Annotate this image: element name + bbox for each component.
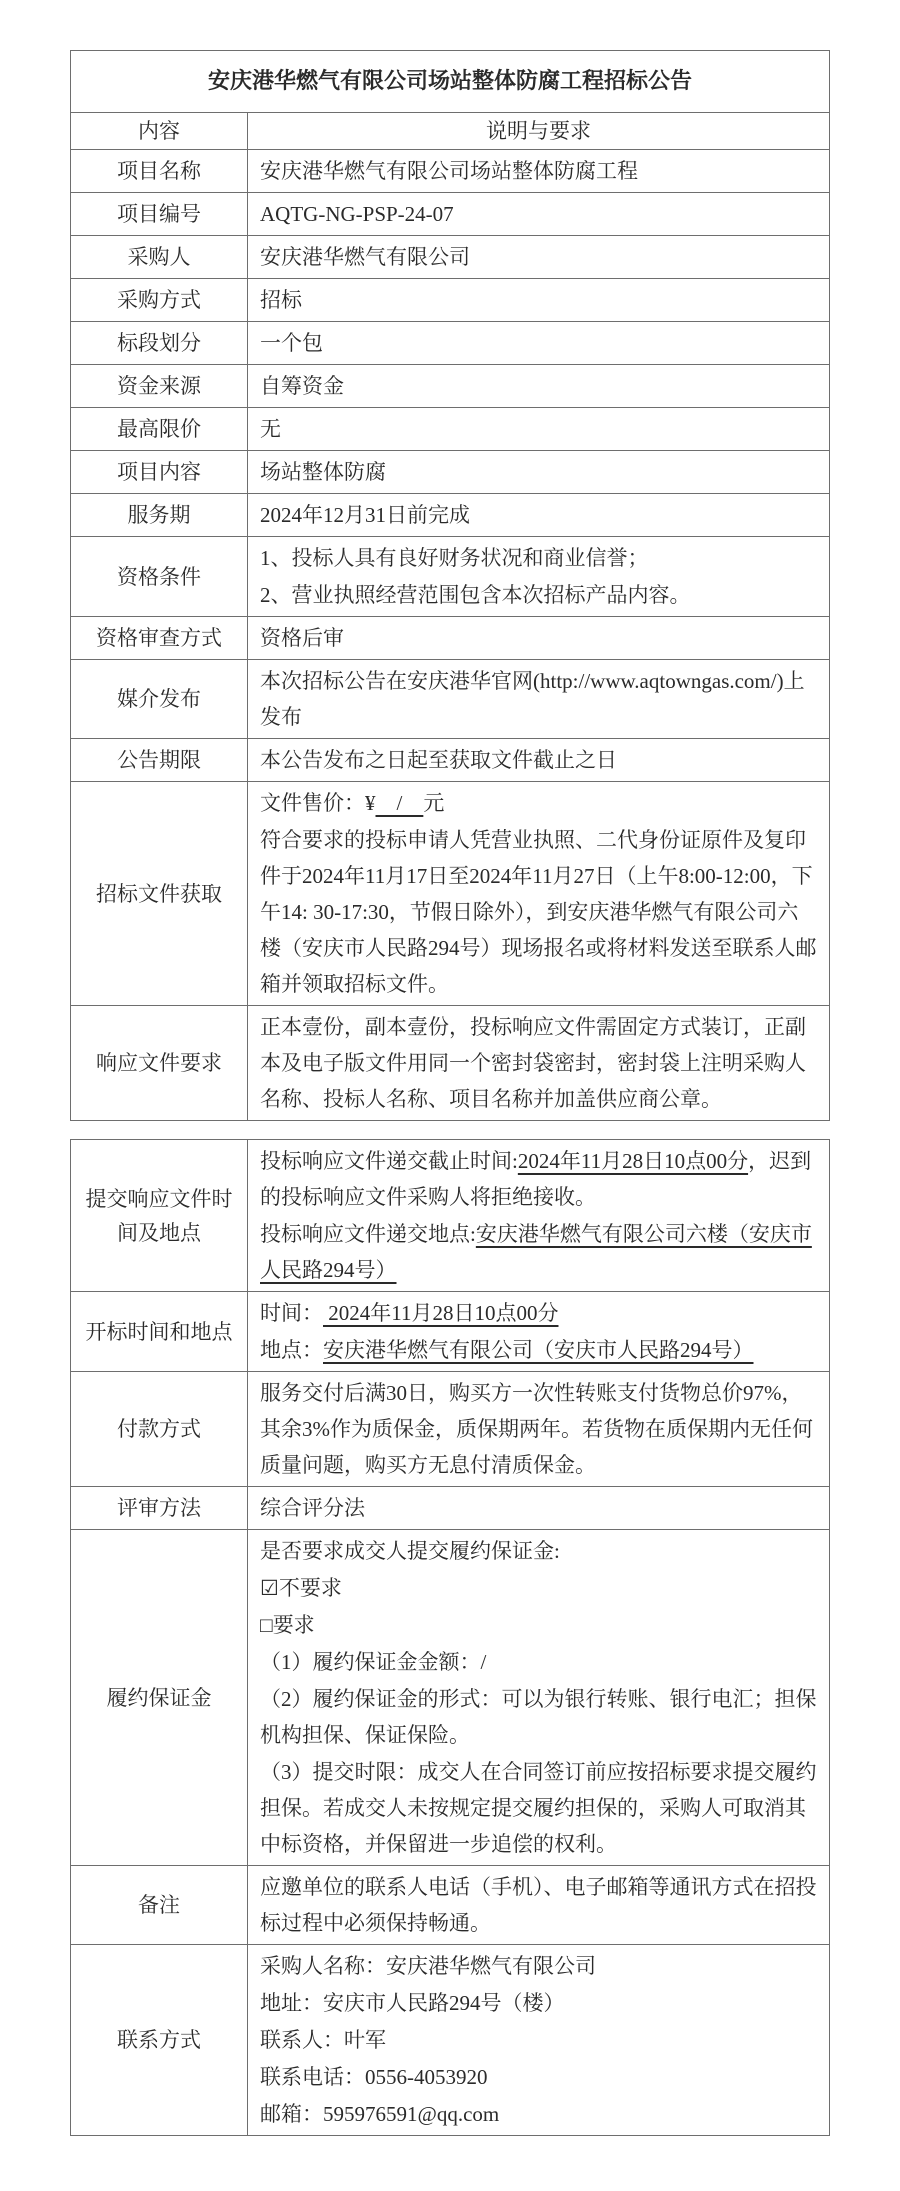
checkbox-checked-icon: ☑ [260, 1576, 279, 1600]
text-segment: 联系电话：0556-4053920 [260, 2065, 488, 2089]
row-content [248, 365, 830, 408]
row-content [248, 236, 830, 279]
paragraph [260, 620, 819, 656]
row-label: 联系方式 [71, 1945, 248, 2136]
text-segment: 资格后审 [260, 626, 344, 650]
text-segment: 2024年11月28日10点00分 [517, 1149, 749, 1173]
row-content [248, 193, 830, 236]
paragraph [260, 785, 819, 821]
row-label: 项目内容 [71, 451, 248, 494]
row-content [248, 1945, 830, 2136]
text-segment: 时间： [260, 1301, 323, 1325]
paragraph [260, 1681, 819, 1753]
column-header: 内容 [71, 113, 248, 150]
row-content [248, 408, 830, 451]
row-content [248, 660, 830, 739]
table-row [71, 322, 830, 365]
table-row [71, 782, 830, 1006]
table-row [71, 1006, 830, 1121]
row-label: 响应文件要求 [71, 1006, 248, 1121]
text-segment: 服务交付后满30日，购买方一次性转账支付货物总价97%，其余3%作为质保金，质保期两年。若货物在质保期内无任何质量问题，购买方无息付清质保金。 [260, 1381, 813, 1477]
paragraph [260, 411, 819, 447]
text-segment: 招标 [260, 288, 302, 312]
row-label: 付款方式 [71, 1372, 248, 1487]
text-segment: 自筹资金 [260, 374, 344, 398]
row-content [248, 739, 830, 782]
text-segment: 符合要求的投标申请人凭营业执照、二代身份证原件及复印件于2024年11月17日至2024年11月27日（上午8:00-12:00，下午14: 30-17:30，节假日除外），到安庆港华燃气有限公司六楼（安庆市人民路294号）现场报名或将材料发送至联系人邮箱并领取招标文件。 [260, 828, 817, 996]
tender-notice-table-continued [70, 1139, 830, 2136]
table-row [71, 193, 830, 236]
row-label: 最高限价 [71, 408, 248, 451]
row-label: 项目编号 [71, 193, 248, 236]
table-row [71, 660, 830, 739]
text-segment: 是否要求成交人提交履约保证金: [260, 1539, 560, 1563]
table-body [71, 1140, 830, 2136]
row-label: 采购人 [71, 236, 248, 279]
row-content [248, 150, 830, 193]
row-content [248, 1292, 830, 1372]
paragraph [260, 1644, 819, 1680]
row-label: 开标时间和地点 [71, 1292, 248, 1372]
text-segment: 应邀单位的联系人电话（手机）、电子邮箱等通讯方式在招投标过程中必须保持畅通。 [260, 1875, 817, 1935]
table-row [71, 1866, 830, 1945]
paragraph [260, 822, 819, 1002]
row-label: 媒介发布 [71, 660, 248, 739]
text-segment: 投标响应文件递交截止时间: [260, 1149, 518, 1173]
paragraph [260, 368, 819, 404]
text-segment: 投标响应文件递交地点: [260, 1222, 476, 1246]
row-content [248, 537, 830, 617]
text-segment: 综合评分法 [260, 1496, 365, 1520]
row-label: 资金来源 [71, 365, 248, 408]
row-content [248, 1530, 830, 1866]
paragraph [260, 2022, 819, 2058]
row-label: 履约保证金 [71, 1530, 248, 1866]
paragraph [260, 153, 819, 189]
table-row [71, 537, 830, 617]
paragraph [260, 196, 819, 232]
row-content [248, 322, 830, 365]
table-row [71, 1372, 830, 1487]
text-segment: 安庆港华燃气有限公司 [260, 245, 470, 269]
paragraph [260, 1490, 819, 1526]
paragraph [260, 497, 819, 533]
text-segment: 不要求 [278, 1576, 342, 1600]
tender-notice-table [70, 50, 830, 1121]
row-label: 提交响应文件时间及地点 [71, 1140, 248, 1292]
text-segment: 安庆港华燃气有限公司（安庆市人民路294号） [323, 1338, 754, 1362]
paragraph [260, 282, 819, 318]
text-segment: （1）履约保证金金额：/ [260, 1650, 487, 1674]
title-row [71, 51, 830, 113]
row-label: 资格审查方式 [71, 617, 248, 660]
paragraph [260, 540, 819, 576]
paragraph [260, 663, 819, 735]
text-segment: 要求 [272, 1613, 315, 1637]
paragraph [260, 1533, 819, 1569]
table-row [71, 365, 830, 408]
text-segment: 正本壹份，副本壹份，投标响应文件需固定方式装订，正副本及电子版文件用同一个密封袋密封，密封袋上注明采购人名称、投标人名称、项目名称并加盖供应商公章。 [260, 1015, 806, 1111]
row-label: 资格条件 [71, 537, 248, 617]
row-content [248, 782, 830, 1006]
row-label: 项目名称 [71, 150, 248, 193]
row-content [248, 451, 830, 494]
text-segment: 场站整体防腐 [260, 460, 386, 484]
table-row [71, 617, 830, 660]
text-segment: ，迟到的投标响应文件采购人将拒绝接收。 [260, 1149, 812, 1209]
text-segment: AQTG-NG-PSP-24-07 [260, 202, 454, 226]
table-row [71, 1530, 830, 1866]
table-row [71, 1945, 830, 2136]
table-row [71, 1292, 830, 1372]
paragraph [260, 1332, 819, 1368]
text-segment: / [375, 791, 424, 815]
table-row [71, 451, 830, 494]
text-segment: 安庆港华燃气有限公司六楼（安庆市人民路294号） [260, 1222, 812, 1282]
paragraph [260, 2059, 819, 2095]
header-row [71, 113, 830, 150]
row-label: 备注 [71, 1866, 248, 1945]
row-label: 评审方法 [71, 1487, 248, 1530]
row-content [248, 1140, 830, 1292]
row-label: 标段划分 [71, 322, 248, 365]
text-segment: 邮箱：595976591@qq.com [260, 2102, 500, 2126]
table-row [71, 1487, 830, 1530]
row-content [248, 1487, 830, 1530]
row-label: 采购方式 [71, 279, 248, 322]
text-segment: 本公告发布之日起至获取文件截止之日 [260, 748, 617, 772]
paragraph [260, 1570, 819, 1606]
page-title: 安庆港华燃气有限公司场站整体防腐工程招标公告 [71, 51, 830, 113]
table-row [71, 150, 830, 193]
text-segment: 采购人名称：安庆港华燃气有限公司 [260, 1954, 596, 1978]
text-segment: 地点： [260, 1338, 323, 1362]
paragraph [260, 1985, 819, 2021]
paragraph [260, 325, 819, 361]
row-label: 服务期 [71, 494, 248, 537]
paragraph [260, 1375, 819, 1483]
paragraph [260, 454, 819, 490]
row-label: 公告期限 [71, 739, 248, 782]
paragraph [260, 577, 819, 613]
text-segment: 本次招标公告在安庆港华官网(http://www.aqtowngas.com/)上发布 [260, 669, 805, 729]
text-segment: 地址：安庆市人民路294号（楼） [260, 1991, 565, 2015]
paragraph [260, 1143, 819, 1215]
text-segment: 2、营业执照经营范围包含本次招标产品内容。 [260, 583, 691, 607]
paragraph [260, 239, 819, 275]
text-segment: 2024年11月28日10点00分 [323, 1301, 559, 1325]
paragraph [260, 2096, 819, 2132]
row-content [248, 279, 830, 322]
table-row [71, 739, 830, 782]
text-segment: 一个包 [260, 331, 323, 355]
text-segment: （3）提交时限：成交人在合同签订前应按招标要求提交履约担保。若成交人未按规定提交履约担保的，采购人可取消其中标资格，并保留进一步追偿的权利。 [260, 1760, 817, 1856]
text-segment: 文件售价：¥ [260, 791, 376, 815]
row-content [248, 617, 830, 660]
text-segment: 2024年12月31日前完成 [260, 503, 470, 527]
column-header: 说明与要求 [248, 113, 830, 150]
text-segment: 安庆港华燃气有限公司场站整体防腐工程 [260, 159, 638, 183]
text-segment: （2）履约保证金的形式：可以为银行转账、银行电汇；担保机构担保、保证保险。 [260, 1687, 817, 1747]
table-row [71, 279, 830, 322]
paragraph [260, 742, 819, 778]
table-row [71, 1140, 830, 1292]
row-content [248, 1866, 830, 1945]
table-row [71, 236, 830, 279]
paragraph [260, 1009, 819, 1117]
paragraph [260, 1754, 819, 1862]
paragraph [260, 1295, 819, 1331]
row-content [248, 1006, 830, 1121]
row-content [248, 494, 830, 537]
text-segment: 元 [423, 791, 445, 815]
table-body [71, 51, 830, 1121]
table-row [71, 494, 830, 537]
paragraph [260, 1869, 819, 1941]
row-content [248, 1372, 830, 1487]
text-segment: 1、投标人具有良好财务状况和商业信誉； [260, 546, 649, 570]
row-label: 招标文件获取 [71, 782, 248, 1006]
text-segment: 联系人：叶军 [260, 2028, 386, 2052]
paragraph [260, 1216, 819, 1288]
table-row [71, 408, 830, 451]
checkbox-unchecked-icon: □ [260, 1613, 273, 1637]
paragraph [260, 1607, 819, 1643]
paragraph [260, 1948, 819, 1984]
text-segment: 无 [260, 417, 281, 441]
